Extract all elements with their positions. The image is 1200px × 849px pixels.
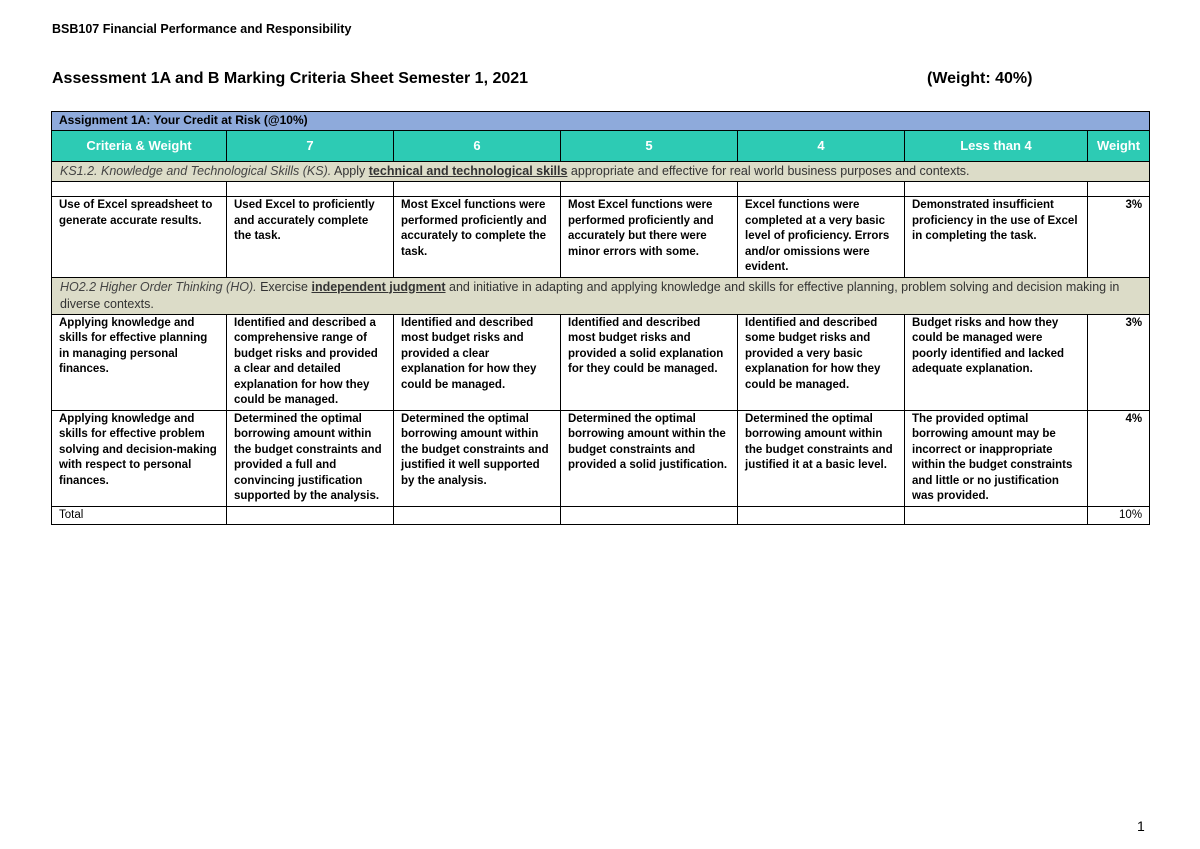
- grade-4-cell: Determined the optimal borrowing amount within the budget constraints and justified it at a basic level.: [738, 410, 905, 506]
- grade-5-cell: Identified and described most budget risks and provided a solid explanation for they could be managed.: [561, 314, 738, 410]
- skill-ks-after: appropriate and effective for real world business purposes and contexts.: [567, 164, 970, 178]
- assignment-row: [52, 112, 1150, 131]
- skill-ks-description: [52, 162, 1150, 182]
- criteria-row-excel: [52, 197, 1150, 278]
- spacer-cell: [561, 182, 738, 197]
- grade-4-cell: Identified and described some budget risks and provided a very basic explanation for how they could be managed.: [738, 314, 905, 410]
- col-header-6: 6: [394, 131, 561, 162]
- col-header-4: 4: [738, 131, 905, 162]
- criteria-row-problem-solving: [52, 410, 1150, 506]
- col-header-5: 5: [561, 131, 738, 162]
- grade-5-cell: Most Excel functions were performed proficiently and accurately but there were minor errors with some.: [561, 197, 738, 278]
- grade-6-cell: Identified and described most budget risks and provided a clear explanation for how they could be managed.: [394, 314, 561, 410]
- spacer-cell: [227, 182, 394, 197]
- assessment-weight: (Weight: 40%): [927, 70, 1033, 87]
- col-header-weight: Weight: [1088, 131, 1150, 162]
- grade-6-cell: Most Excel functions were performed proficiently and accurately to complete the task.: [394, 197, 561, 278]
- grade-5-cell: Determined the optimal borrowing amount within the budget constraints and provided a solid justification.: [561, 410, 738, 506]
- grade-less-than-4-cell: Budget risks and how they could be managed were poorly identified and lacked adequate explanation.: [905, 314, 1088, 410]
- skill-row-ho: [52, 277, 1150, 314]
- total-weight: 10%: [1088, 506, 1150, 525]
- criteria-cell: Use of Excel spreadsheet to generate accurate results.: [52, 197, 227, 278]
- skill-ho-highlight: independent judgment: [311, 279, 446, 294]
- col-header-less-than-4: Less than 4: [905, 131, 1088, 162]
- skill-ks-before: Apply: [331, 164, 369, 178]
- criteria-row-planning: [52, 314, 1150, 410]
- criteria-cell: Applying knowledge and skills for effective planning in managing personal finances.: [52, 314, 227, 410]
- col-header-7: 7: [227, 131, 394, 162]
- spacer-cell: [52, 182, 227, 197]
- grade-4-cell: Excel functions were completed at a very basic level of proficiency. Errors and/or omissions were evident.: [738, 197, 905, 278]
- empty-cell: [561, 506, 738, 525]
- col-header-criteria: Criteria & Weight: [52, 131, 227, 162]
- skill-ho-description: [52, 277, 1150, 314]
- spacer-cell: [905, 182, 1088, 197]
- document-title: Assessment 1A and B Marking Criteria Sheet Semester 1, 2021: [52, 70, 529, 87]
- criteria-cell: Applying knowledge and skills for effective problem solving and decision-making with respect to personal finances.: [52, 410, 227, 506]
- skill-ho-after: and initiative in adapting and applying knowledge and skills for effective planning, problem solving and decision making in diverse contexts.: [60, 279, 1120, 311]
- skill-ks-code: KS1.2. Knowledge and Technological Skills (KS).: [60, 164, 332, 178]
- spacer-row: [52, 182, 1150, 197]
- skill-ho-code: HO2.2 Higher Order Thinking (HO).: [60, 279, 257, 294]
- grade-7-cell: Used Excel to proficiently and accurately complete the task.: [227, 197, 394, 278]
- grade-less-than-4-cell: The provided optimal borrowing amount may be incorrect or inappropriate within the budget constraints and little or no justification was provided.: [905, 410, 1088, 506]
- spacer-cell: [738, 182, 905, 197]
- grade-7-cell: Identified and described a comprehensive range of budget risks and provided a clear and detailed explanation for how they could be managed.: [227, 314, 394, 410]
- header-row: [52, 131, 1150, 162]
- spacer-cell: [394, 182, 561, 197]
- grade-less-than-4-cell: Demonstrated insufficient proficiency in the use of Excel in completing the task.: [905, 197, 1088, 278]
- empty-cell: [738, 506, 905, 525]
- empty-cell: [227, 506, 394, 525]
- weight-cell: 4%: [1088, 410, 1150, 506]
- total-label: Total: [52, 506, 227, 525]
- skill-ho-before: Exercise: [256, 279, 312, 294]
- marking-criteria-table: [51, 111, 1150, 525]
- page-number: 1: [1137, 818, 1145, 834]
- grade-6-cell: Determined the optimal borrowing amount within the budget constraints and justified it well supported by the analysis.: [394, 410, 561, 506]
- spacer-cell: [1088, 182, 1150, 197]
- empty-cell: [394, 506, 561, 525]
- assignment-title: Assignment 1A: Your Credit at Risk (@10%): [52, 112, 1150, 131]
- grade-7-cell: Determined the optimal borrowing amount within the budget constraints and provided a full and convincing justification supported by the analysis.: [227, 410, 394, 506]
- course-title: BSB107 Financial Performance and Responsibility: [52, 22, 352, 36]
- weight-cell: 3%: [1088, 314, 1150, 410]
- weight-cell: 3%: [1088, 197, 1150, 278]
- empty-cell: [905, 506, 1088, 525]
- skill-row-ks: [52, 162, 1150, 182]
- total-row: [52, 506, 1150, 525]
- skill-ks-highlight: technical and technological skills: [368, 164, 568, 178]
